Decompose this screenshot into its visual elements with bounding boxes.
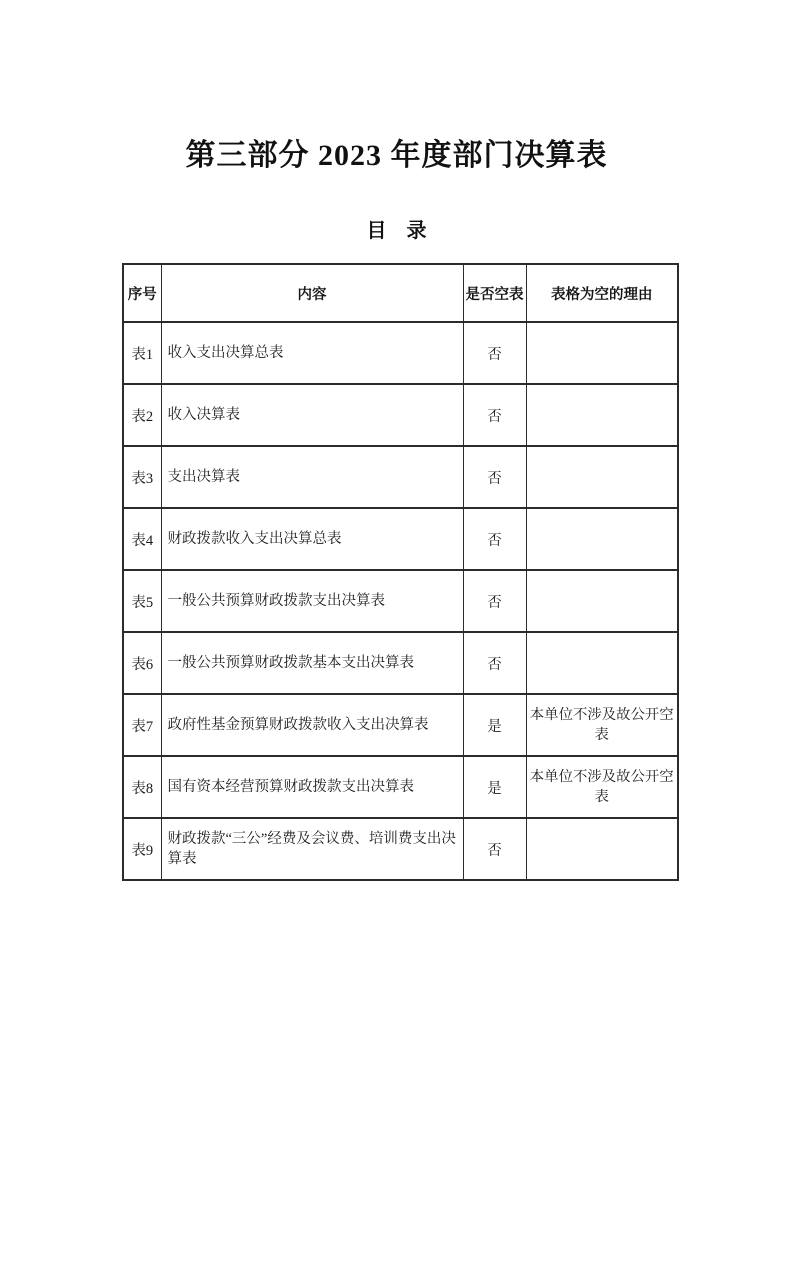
row-content-cell: 收入决算表 (161, 384, 463, 446)
row-is-empty-cell: 否 (463, 508, 526, 570)
row-content-cell: 财政拨款“三公”经费及会议费、培训费支出决算表 (161, 818, 463, 880)
row-index-cell: 表6 (123, 632, 161, 694)
document-page (0, 139, 793, 881)
toc-heading: 目 录 (366, 220, 427, 242)
table-row (123, 322, 678, 384)
row-is-empty-cell: 否 (463, 632, 526, 694)
row-content-cell: 收入支出决算总表 (161, 322, 463, 384)
row-index-cell: 表1 (123, 322, 161, 384)
table-row (123, 632, 678, 694)
row-index-cell: 表4 (123, 508, 161, 570)
row-content-cell: 国有资本经营预算财政拨款支出决算表 (161, 756, 463, 818)
row-content-cell: 一般公共预算财政拨款支出决算表 (161, 570, 463, 632)
toc-header-row (123, 264, 678, 322)
row-is-empty-cell: 否 (463, 446, 526, 508)
table-row (123, 694, 678, 756)
row-is-empty-cell: 否 (463, 384, 526, 446)
table-row (123, 384, 678, 446)
row-empty-reason-cell (526, 508, 678, 570)
column-header-is-empty: 是否空表 (463, 264, 526, 322)
row-content-cell: 支出决算表 (161, 446, 463, 508)
table-row (123, 570, 678, 632)
row-empty-reason-cell (526, 632, 678, 694)
row-empty-reason-cell (526, 570, 678, 632)
table-row (123, 818, 678, 880)
row-empty-reason-cell (526, 384, 678, 446)
page-title: 第三部分 2023 年度部门决算表 (185, 139, 608, 172)
toc-table (122, 263, 679, 881)
row-is-empty-cell: 否 (463, 818, 526, 880)
toc-table-body (123, 322, 678, 880)
row-index-cell: 表9 (123, 818, 161, 880)
row-content-cell: 政府性基金预算财政拨款收入支出决算表 (161, 694, 463, 756)
column-header-empty-reason: 表格为空的理由 (526, 264, 678, 322)
row-is-empty-cell: 是 (463, 756, 526, 818)
column-header-content: 内容 (161, 264, 463, 322)
row-is-empty-cell: 是 (463, 694, 526, 756)
row-index-cell: 表7 (123, 694, 161, 756)
row-is-empty-cell: 否 (463, 322, 526, 384)
row-empty-reason-cell (526, 322, 678, 384)
table-row (123, 446, 678, 508)
row-index-cell: 表2 (123, 384, 161, 446)
row-index-cell: 表3 (123, 446, 161, 508)
column-header-index: 序号 (123, 264, 161, 322)
row-empty-reason-cell: 本单位不涉及故公开空表 (526, 756, 678, 818)
row-empty-reason-cell: 本单位不涉及故公开空表 (526, 694, 678, 756)
row-content-cell: 一般公共预算财政拨款基本支出决算表 (161, 632, 463, 694)
table-row (123, 756, 678, 818)
row-empty-reason-cell (526, 446, 678, 508)
row-index-cell: 表8 (123, 756, 161, 818)
row-empty-reason-cell (526, 818, 678, 880)
row-content-cell: 财政拨款收入支出决算总表 (161, 508, 463, 570)
row-index-cell: 表5 (123, 570, 161, 632)
row-is-empty-cell: 否 (463, 570, 526, 632)
table-row (123, 508, 678, 570)
